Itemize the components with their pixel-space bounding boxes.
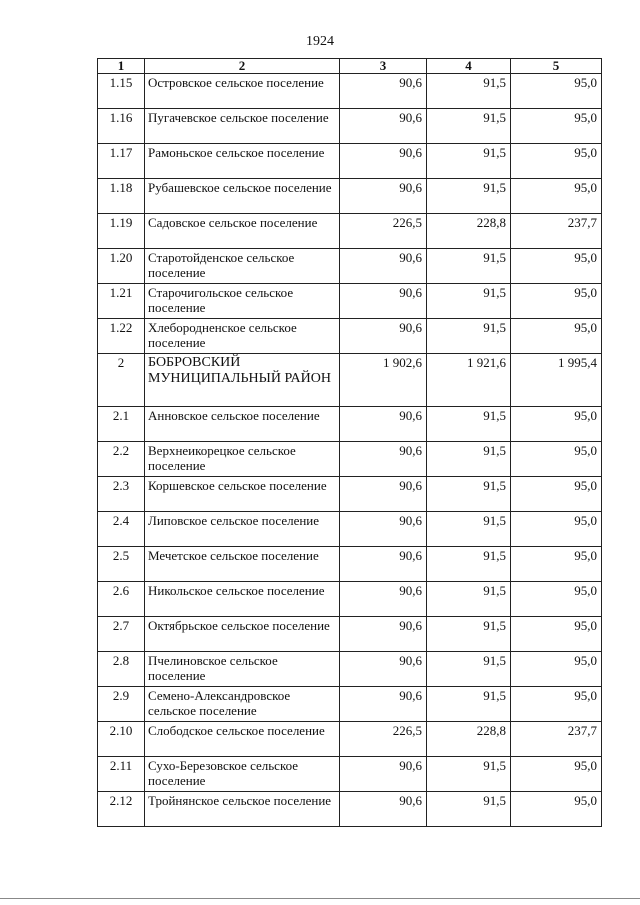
- value-column-5: 95,0: [511, 512, 602, 547]
- settlement-name: Старотойденское сельское поселение: [145, 249, 340, 284]
- settlement-name: Островское сельское поселение: [145, 74, 340, 109]
- settlement-name: Тройнянское сельское поселение: [145, 792, 340, 827]
- row-number: 2.4: [98, 512, 145, 547]
- value-column-4: 91,5: [427, 144, 511, 179]
- value-column-5: 95,0: [511, 179, 602, 214]
- value-column-4: 91,5: [427, 687, 511, 722]
- table-row: [98, 407, 602, 442]
- value-column-3: 90,6: [340, 582, 427, 617]
- column-header-1: 1: [98, 59, 145, 74]
- settlement-name: Верхнеикорецкое сельское поселение: [145, 442, 340, 477]
- value-column-3: 90,6: [340, 179, 427, 214]
- table-row: [98, 792, 602, 827]
- table-row: [98, 477, 602, 512]
- value-column-5: 95,0: [511, 582, 602, 617]
- value-column-4: 91,5: [427, 109, 511, 144]
- value-column-4: 91,5: [427, 477, 511, 512]
- table-row: [98, 757, 602, 792]
- table-row: [98, 284, 602, 319]
- settlement-name: БОБРОВСКИЙ МУНИЦИПАЛЬНЫЙ РАЙОН: [145, 354, 340, 407]
- row-number: 1.17: [98, 144, 145, 179]
- table-row: [98, 547, 602, 582]
- row-number: 2.7: [98, 617, 145, 652]
- value-column-3: 90,6: [340, 109, 427, 144]
- settlement-name: Хлебородненское сельское поселение: [145, 319, 340, 354]
- value-column-4: 91,5: [427, 582, 511, 617]
- value-column-3: 226,5: [340, 214, 427, 249]
- table-row: [98, 512, 602, 547]
- value-column-5: 95,0: [511, 792, 602, 827]
- value-column-3: 90,6: [340, 249, 427, 284]
- value-column-4: 91,5: [427, 74, 511, 109]
- value-column-3: 90,6: [340, 687, 427, 722]
- value-column-4: 91,5: [427, 512, 511, 547]
- settlement-name: Пчелиновское сельское поселение: [145, 652, 340, 687]
- value-column-4: 91,5: [427, 319, 511, 354]
- value-column-5: 95,0: [511, 319, 602, 354]
- value-column-5: 95,0: [511, 757, 602, 792]
- value-column-4: 91,5: [427, 249, 511, 284]
- value-column-5: 95,0: [511, 617, 602, 652]
- header-row: [98, 59, 602, 74]
- value-column-3: 90,6: [340, 652, 427, 687]
- column-header-3: 3: [340, 59, 427, 74]
- table-header: [98, 59, 602, 74]
- table-row: [98, 722, 602, 757]
- table-row: [98, 109, 602, 144]
- row-number: 2.8: [98, 652, 145, 687]
- value-column-5: 95,0: [511, 547, 602, 582]
- value-column-3: 90,6: [340, 617, 427, 652]
- value-column-3: 90,6: [340, 792, 427, 827]
- row-number: 2.9: [98, 687, 145, 722]
- settlement-name: Семено-Александровское сельское поселение: [145, 687, 340, 722]
- table-row: [98, 214, 602, 249]
- value-column-5: 95,0: [511, 442, 602, 477]
- value-column-3: 90,6: [340, 547, 427, 582]
- table-row: [98, 144, 602, 179]
- settlement-name: Рамоньское сельское поселение: [145, 144, 340, 179]
- table-row: [98, 442, 602, 477]
- table-row: [98, 687, 602, 722]
- table-row: [98, 582, 602, 617]
- row-number: 2.11: [98, 757, 145, 792]
- row-number: 2.3: [98, 477, 145, 512]
- value-column-4: 91,5: [427, 792, 511, 827]
- value-column-4: 91,5: [427, 442, 511, 477]
- settlement-name: Сухо-Березовское сельское поселение: [145, 757, 340, 792]
- value-column-4: 91,5: [427, 547, 511, 582]
- row-number: 1.16: [98, 109, 145, 144]
- value-column-3: 90,6: [340, 757, 427, 792]
- settlement-name: Садовское сельское поселение: [145, 214, 340, 249]
- settlement-name: Мечетское сельское поселение: [145, 547, 340, 582]
- value-column-5: 95,0: [511, 284, 602, 319]
- bottom-rule: [0, 898, 640, 899]
- column-header-5: 5: [511, 59, 602, 74]
- value-column-3: 90,6: [340, 284, 427, 319]
- value-column-5: 95,0: [511, 249, 602, 284]
- value-column-5: 95,0: [511, 477, 602, 512]
- column-header-4: 4: [427, 59, 511, 74]
- row-number: 2.12: [98, 792, 145, 827]
- value-column-5: 237,7: [511, 214, 602, 249]
- value-column-5: 95,0: [511, 144, 602, 179]
- settlement-name: Слободское сельское поселение: [145, 722, 340, 757]
- page-number: 1924: [306, 34, 334, 49]
- settlement-name: Анновское сельское поселение: [145, 407, 340, 442]
- settlement-name: Липовское сельское поселение: [145, 512, 340, 547]
- row-number: 1.18: [98, 179, 145, 214]
- row-number: 2: [98, 354, 145, 407]
- value-column-5: 1 995,4: [511, 354, 602, 407]
- row-number: 2.6: [98, 582, 145, 617]
- value-column-3: 90,6: [340, 442, 427, 477]
- value-column-4: 1 921,6: [427, 354, 511, 407]
- value-column-4: 91,5: [427, 407, 511, 442]
- value-column-5: 95,0: [511, 652, 602, 687]
- value-column-3: 90,6: [340, 477, 427, 512]
- settlement-name: Пугачевское сельское поселение: [145, 109, 340, 144]
- budget-table: [97, 58, 602, 827]
- settlement-name: Старочигольское сельское поселение: [145, 284, 340, 319]
- row-number: 2.5: [98, 547, 145, 582]
- value-column-4: 228,8: [427, 214, 511, 249]
- value-column-3: 90,6: [340, 407, 427, 442]
- row-number: 1.22: [98, 319, 145, 354]
- row-number: 1.15: [98, 74, 145, 109]
- value-column-5: 95,0: [511, 109, 602, 144]
- row-number: 1.19: [98, 214, 145, 249]
- settlement-name: Коршевское сельское поселение: [145, 477, 340, 512]
- row-number: 1.21: [98, 284, 145, 319]
- table-row: [98, 249, 602, 284]
- column-header-2: 2: [145, 59, 340, 74]
- table-row: [98, 74, 602, 109]
- value-column-3: 226,5: [340, 722, 427, 757]
- value-column-4: 91,5: [427, 617, 511, 652]
- value-column-3: 90,6: [340, 512, 427, 547]
- value-column-5: 237,7: [511, 722, 602, 757]
- row-number: 2.1: [98, 407, 145, 442]
- row-number: 2.10: [98, 722, 145, 757]
- table-row: [98, 179, 602, 214]
- table-row: [98, 319, 602, 354]
- row-number: 2.2: [98, 442, 145, 477]
- settlement-name: Рубашевское сельское поселение: [145, 179, 340, 214]
- settlement-name: Октябрьское сельское поселение: [145, 617, 340, 652]
- value-column-3: 90,6: [340, 144, 427, 179]
- value-column-5: 95,0: [511, 407, 602, 442]
- table-row: [98, 617, 602, 652]
- value-column-4: 228,8: [427, 722, 511, 757]
- value-column-4: 91,5: [427, 757, 511, 792]
- table-row: [98, 354, 602, 407]
- value-column-5: 95,0: [511, 74, 602, 109]
- value-column-3: 90,6: [340, 319, 427, 354]
- value-column-3: 1 902,6: [340, 354, 427, 407]
- value-column-4: 91,5: [427, 284, 511, 319]
- settlement-name: Никольское сельское поселение: [145, 582, 340, 617]
- value-column-4: 91,5: [427, 652, 511, 687]
- value-column-3: 90,6: [340, 74, 427, 109]
- row-number: 1.20: [98, 249, 145, 284]
- table-row: [98, 652, 602, 687]
- table-body: [98, 74, 602, 827]
- value-column-4: 91,5: [427, 179, 511, 214]
- value-column-5: 95,0: [511, 687, 602, 722]
